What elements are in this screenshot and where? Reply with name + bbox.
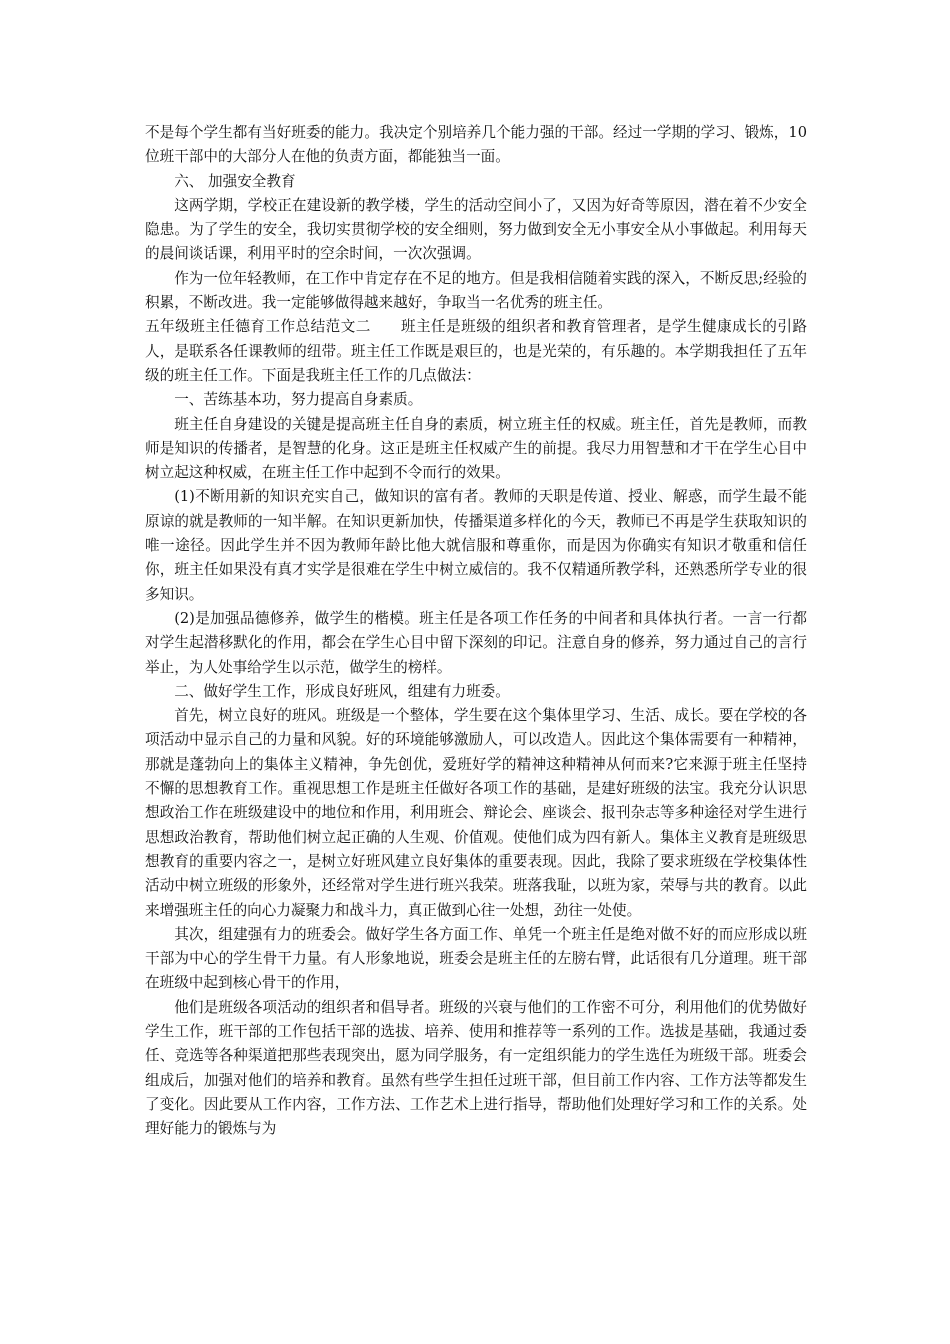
section-heading-safety: 六、 加强安全教育	[174, 172, 296, 190]
paragraph-1: 不是每个学生都有当好班委的能力。我决定个别培养几个能力强的干部。经过一学期的学习、锻炼，10位班干部中的大部分人在他的负责方面，都能独当一面。	[145, 124, 807, 166]
paragraph-8: (1)不断用新的知识充实自己，做知识的富有者。教师的天职是传道、授业、解惑，而学生最不能原谅的就是教师的一知半解。在知识更新加快，传播渠道多样化的今天，教师已不再是学生获取知识的唯一途径。因此学生并不因为教师年龄比他大就信服和尊重你，而是因为你确实有知识才敬重和信任你，班主任如果没有真才实学是很难在学生中树立威信的。我不仅精通所教学科，还熟悉所学专业的很多知识。	[145, 488, 807, 603]
paragraph-4: 作为一位年轻教师，在工作中肯定存在不足的地方。但是我相信随着实践的深入，不断反思;经验的积累，不断改进。我一定能够做得越来越好，争取当一名优秀的班主任。	[145, 269, 807, 312]
paragraph-3: 这两学期，学校正在建设新的教学楼，学生的活动空间小了，又因为好奇等原因，潜在着不少安全隐患。为了学生的安全，我切实贯彻学校的安全细则，努力做到安全无小事安全从小事做起。利用每天的晨间谈话课，利用平时的空余时间，一次次强调。	[145, 196, 807, 263]
section-heading-class-work: 二、做好学生工作，形成良好班风，组建有力班委。	[174, 682, 510, 700]
section-heading-basic-skills: 一、苦练基本功，努力提高自身素质。	[174, 391, 423, 409]
paragraph-11: 首先，树立良好的班风。班级是一个整体，学生要在这个集体里学习、生活、成长。要在学校的各项活动中显示自己的力量和风貌。好的环境能够激励人，可以改造人。因此这个集体需要有一种精神，那就是蓬勃向上的集体主义精神，争先创优，爱班好学的精神这种精神从何而来?它来源于班主任坚持不懈的思想教育工作。重视思想工作是班主任做好各项工作的基础，是建好班级的法宝。我充分认识思想政治工作在班级建设中的地位和作用，利用班会、辩论会、座谈会、报刊杂志等多种途径对学生进行思想政治教育，帮助他们树立起正确的人生观、价值观。使他们成为四有新人。集体主义教育是班级思想教育的重要内容之一，是树立好班风建立良好集体的重要表现。因此，我除了要求班级在学校集体性活动中树立班级的形象外，还经常对学生进行班兴我荣。班落我耻，以班为家，荣辱与共的教育。以此来增强班主任的向心力凝聚力和战斗力，真正做到心往一处想，劲往一处使。	[145, 707, 807, 919]
document-body	[145, 121, 807, 1141]
paragraph-13: 他们是班级各项活动的组织者和倡导者。班级的兴衰与他们的工作密不可分，利用他们的优势做好学生工作，班干部的工作包括干部的选拔、培养、使用和推荐等一系列的工作。选拔是基础，我通过委任、竞选等各种渠道把那些表现突出，愿为同学服务，有一定组织能力的学生选任为班级干部。班委会组成后，加强对他们的培养和教育。虽然有些学生担任过班干部，但目前工作内容、工作方法等都发生了变化。因此要从工作内容，工作方法、工作艺术上进行指导，帮助他们处理好学习和工作的关系。处理好能力的锻炼与为	[145, 998, 807, 1138]
paragraph-7: 班主任自身建设的关键是提高班主任自身的素质，树立班主任的权威。班主任，首先是教师，而教师是知识的传播者，是智慧的化身。这正是班主任权威产生的前提。我尽力用智慧和才干在学生心目中树立起这种权威，在班主任工作中起到不令而行的效果。	[145, 415, 807, 482]
paragraph-12: 其次，组建强有力的班委会。做好学生各方面工作、单凭一个班主任是绝对做不好的而应形成以班干部为中心的学生骨干力量。有人形象地说，班委会是班主任的左膀右臂，此话很有几分道理。班干部在班级中起到核心骨干的作用，	[145, 925, 807, 992]
article-title-paragraph: 五年级班主任德育工作总结范文二 班主任是班级的组织者和教育管理者，是学生健康成长的引路人，是联系各任课教师的纽带。班主任工作既是艰巨的，也是光荣的，有乐趣的。本学期我担任了五年级的班主任工作。下面是我班主任工作的几点做法：	[145, 318, 807, 384]
paragraph-9: (2)是加强品德修养，做学生的楷模。班主任是各项工作任务的中间者和具体执行者。一言一行都对学生起潜移默化的作用，都会在学生心目中留下深刻的印记。注意自身的修养，努力通过自己的言行举止，为人处事给学生以示范，做学生的榜样。	[145, 609, 807, 676]
